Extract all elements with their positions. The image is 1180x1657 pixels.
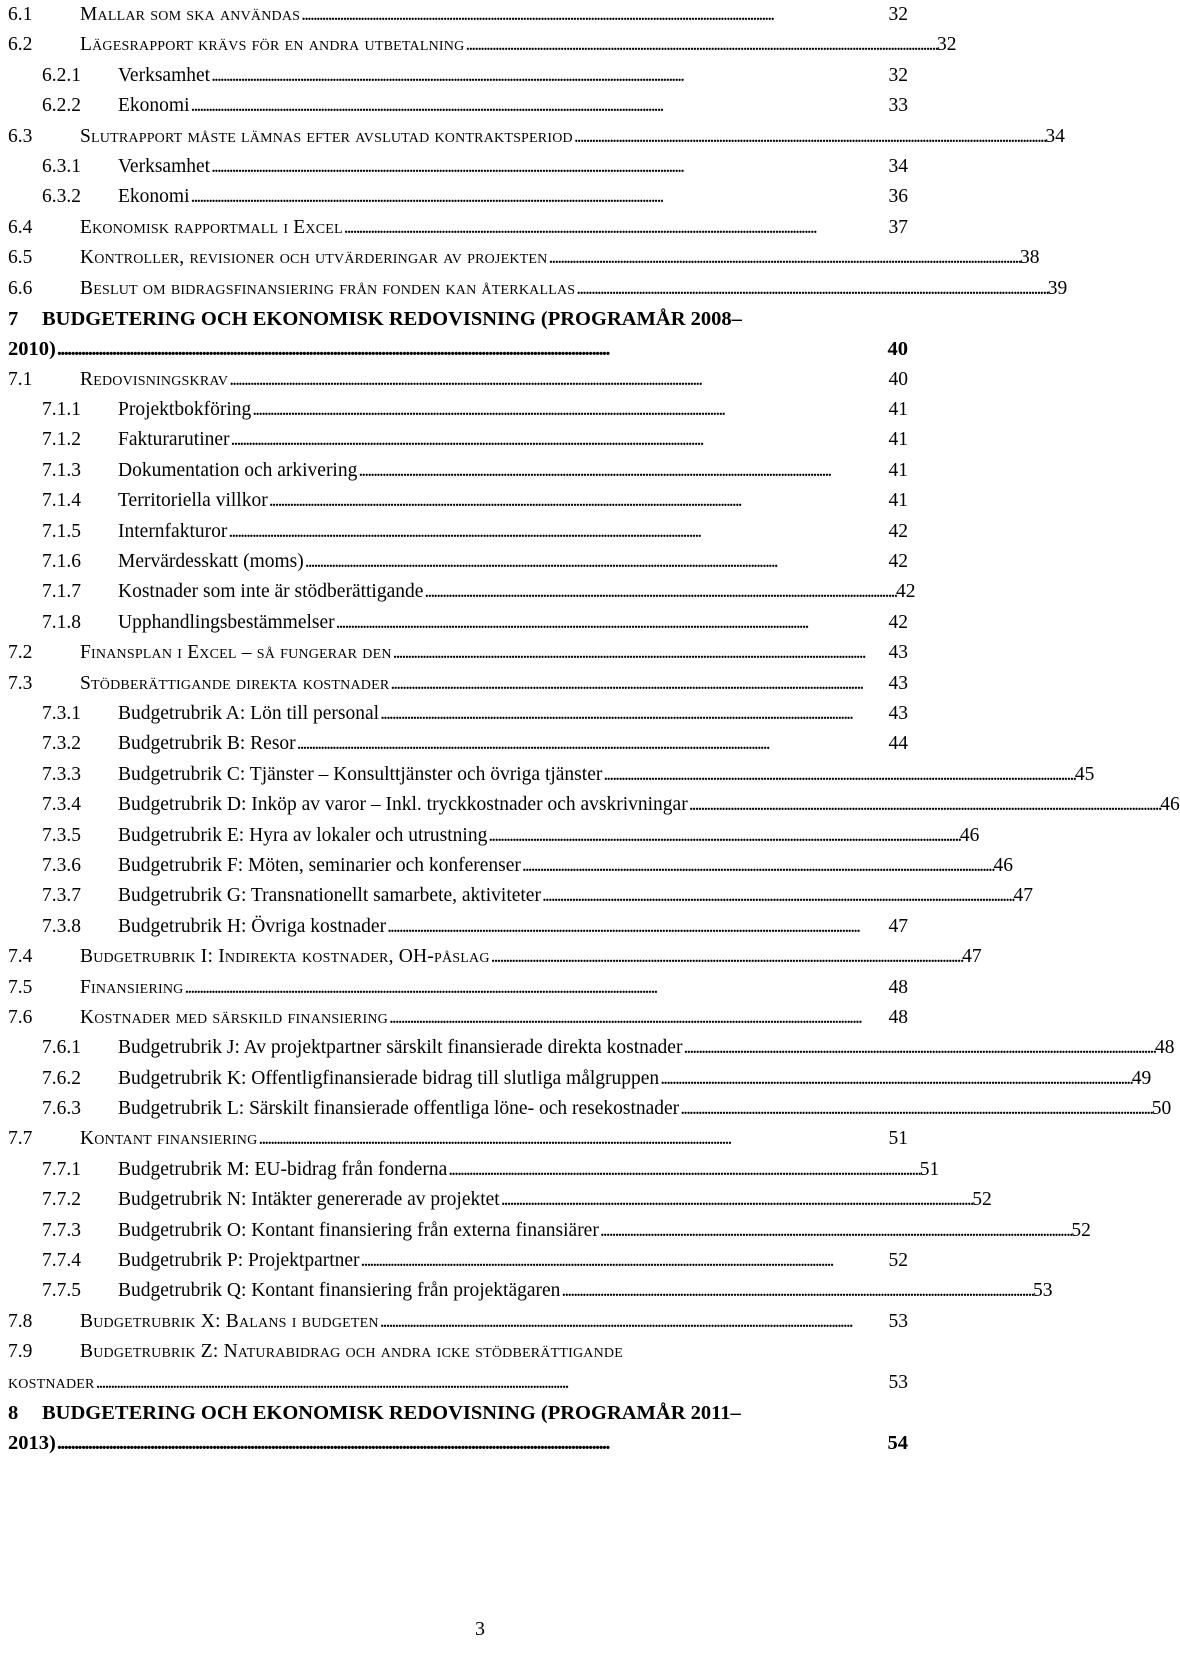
toc-entry-page: 51 (888, 1128, 908, 1150)
toc-entry[interactable] (8, 395, 908, 425)
toc-entry-page: 41 (888, 429, 908, 451)
toc-entry-number: 7.3.5 (42, 824, 81, 846)
toc-entry-number: 7.3.3 (42, 763, 81, 785)
dot-leader (424, 577, 895, 607)
dot-leader (96, 1368, 888, 1398)
toc-entry-title: Budgetrubrik D: Inköp av varor – Inkl. tryckkostnader och avskrivningar (118, 794, 688, 816)
toc-entry-number: 7.6 (8, 1006, 33, 1028)
toc-entry-page: 42 (895, 581, 916, 603)
toc-entry-title: Lägesrapport krävs för en andra utbetalning (80, 34, 465, 56)
toc-entry-number: 7.9 (8, 1341, 33, 1363)
toc-entry-number: 7.3.6 (42, 854, 81, 876)
toc-entry-title: Budgetrubrik A: Lön till personal (118, 702, 380, 724)
toc-entry[interactable] (8, 61, 908, 91)
dot-leader (228, 517, 887, 547)
dot-leader (561, 1276, 1032, 1306)
toc-entry[interactable] (8, 577, 916, 607)
dot-leader (191, 91, 888, 121)
dot-leader (57, 334, 887, 364)
toc-entry[interactable] (8, 942, 982, 972)
toc-entry-page: 41 (888, 399, 908, 421)
toc-entry-title: Budgetrubrik P: Projektpartner (118, 1250, 360, 1272)
toc-entry[interactable] (8, 425, 908, 455)
toc-entry[interactable] (8, 182, 908, 212)
toc-entry-page: 39 (1047, 277, 1068, 299)
dot-leader (522, 851, 993, 881)
toc-entry[interactable] (8, 1246, 908, 1276)
toc-entry[interactable] (8, 821, 980, 851)
toc-entry[interactable] (8, 729, 908, 759)
toc-entry-page: 36 (888, 186, 908, 208)
dot-leader (603, 760, 1074, 790)
toc-entry-page: 43 (888, 702, 908, 724)
toc-entry-page: 45 (1074, 763, 1095, 785)
toc-entry-page: 43 (888, 672, 908, 694)
dot-leader (358, 456, 887, 486)
dot-leader (229, 365, 887, 395)
toc-entry-number: 7.3 (8, 672, 33, 694)
toc-entry[interactable] (8, 1276, 1053, 1306)
toc-entry[interactable] (8, 1064, 1152, 1094)
toc-entry-title: Verksamhet (118, 155, 211, 177)
toc-entry-number: 7.8 (8, 1310, 33, 1332)
toc-entry-page: 54 (887, 1432, 908, 1455)
toc-entry-number: 7.7.2 (42, 1189, 81, 1211)
toc-entry-title: Mallar som ska användas (80, 4, 301, 25)
toc-entry[interactable] (8, 1094, 1172, 1124)
toc-entry-title: Budgetrubrik B: Resor (118, 733, 296, 755)
toc-entry-page: 34 (888, 155, 908, 177)
toc-entry-title: Budgetrubrik Z: Naturabidrag och andra icke stödberättigande (80, 1341, 623, 1363)
toc-entry-page: 41 (888, 490, 908, 512)
toc-entry[interactable] (8, 1033, 1175, 1063)
toc-entry-page: 40 (887, 338, 908, 361)
toc-entry-number: 6.5 (8, 247, 33, 269)
toc-entry-number: 6.2 (8, 34, 33, 56)
toc-entry-number: 7.1.6 (42, 551, 81, 573)
toc-entry[interactable] (8, 1216, 1091, 1246)
toc-entry-number: 7.1.3 (42, 459, 81, 481)
toc-entry-title: Internfakturor (118, 520, 228, 542)
toc-entry-number: 6.1 (8, 4, 33, 25)
toc-entry-page: 53 (888, 1310, 908, 1332)
toc-entry-number: 7.7.4 (42, 1250, 81, 1272)
dot-leader (393, 638, 888, 668)
toc-entry[interactable] (8, 669, 908, 699)
toc-entry-title-continued: kostnader (8, 1371, 95, 1393)
dot-leader (301, 0, 887, 30)
toc-entry-number: 7.4 (8, 946, 33, 968)
toc-entry-number: 7.6.2 (42, 1067, 81, 1089)
dot-leader (465, 30, 936, 60)
toc-entry-title: Budgetrubrik F: Möten, seminarier och konferenser (118, 854, 521, 876)
toc-entry-number: 7.7.5 (42, 1280, 81, 1302)
toc-entry-number: 7.1.7 (42, 581, 81, 603)
toc-entry-title: Kostnader med särskild finansiering (80, 1006, 388, 1028)
toc-entry-title: Budgetrubrik C: Tjänster – Konsulttjänster och övriga tjänster (118, 763, 603, 785)
toc-entry-number: 7.7 (8, 1128, 33, 1150)
toc-entry-title: Beslut om bidragsfinansiering från fonden kan återkallas (80, 277, 576, 299)
dot-leader (336, 608, 888, 638)
toc-entry-page: 46 (993, 854, 1013, 876)
toc-entry-title: Kostnader som inte är stödberättigande (118, 581, 424, 603)
dot-leader (576, 274, 1047, 304)
dot-leader (361, 1246, 888, 1276)
toc-entry-continuation[interactable] (8, 334, 908, 364)
dot-leader (57, 1428, 887, 1458)
toc-entry-page: 52 (888, 1250, 908, 1272)
toc-entry-number: 7.1 (8, 368, 33, 390)
toc-entry[interactable] (8, 243, 1040, 273)
dot-leader (660, 1064, 1131, 1094)
toc-entry-page: 47 (962, 946, 982, 968)
toc-entry[interactable] (8, 486, 908, 516)
toc-entry-page: 46 (959, 824, 980, 846)
dot-leader (269, 486, 888, 516)
toc-entry[interactable] (8, 517, 908, 547)
dot-leader (574, 122, 1045, 152)
toc-entry-continuation[interactable] (8, 1368, 908, 1398)
toc-entry[interactable] (8, 881, 1033, 911)
toc-entry-number: 7.1.4 (42, 490, 81, 512)
dot-leader (305, 547, 888, 577)
dot-leader (548, 243, 1019, 273)
toc-entry-title: Dokumentation och arkivering (118, 459, 358, 481)
toc-entry[interactable] (8, 1155, 940, 1185)
toc-entry-title: Kontroller, revisioner och utvärderingar av projekten (80, 247, 548, 269)
toc-entry-title: Budgetrubrik L: Särskilt finansierade offentliga löne- och resekostnader (118, 1098, 680, 1120)
toc-entry[interactable] (8, 699, 908, 729)
dot-leader (387, 912, 887, 942)
toc-entry[interactable] (8, 274, 1068, 304)
dot-leader (390, 669, 887, 699)
dot-leader (231, 425, 888, 455)
toc-entry-number: 7.6.3 (42, 1098, 81, 1120)
dot-leader (448, 1155, 919, 1185)
toc-entry-page: 52 (1071, 1219, 1091, 1241)
toc-entry-page: 42 (888, 551, 908, 573)
toc-entry-page: 48 (888, 1006, 908, 1028)
toc-entry-number: 6.3.1 (42, 155, 81, 177)
toc-entry-title: Budgetrubrik O: Kontant finansiering från externa finansiärer (118, 1219, 599, 1241)
toc-entry[interactable] (8, 91, 908, 121)
dot-leader (600, 1216, 1071, 1246)
toc-entry[interactable] (8, 213, 908, 243)
dot-leader (297, 729, 888, 759)
toc-entry[interactable] (8, 365, 908, 395)
toc-entry[interactable] (8, 152, 908, 182)
toc-entry-title: Upphandlingsbestämmelser (118, 611, 335, 633)
toc-entry-number: 7.2 (8, 642, 33, 664)
toc-entry-number: 7.1.5 (42, 520, 81, 542)
toc-entry-page: 43 (888, 642, 908, 664)
toc-entry-number: 7.7.1 (42, 1158, 81, 1180)
toc-entry[interactable] (8, 456, 908, 486)
toc-entry[interactable] (8, 760, 1095, 790)
toc-entry[interactable] (8, 1124, 908, 1154)
dot-leader (211, 152, 887, 182)
toc-entry-page: 42 (888, 611, 908, 633)
toc-entry-page: 48 (888, 976, 908, 998)
toc-entry[interactable] (8, 30, 957, 60)
toc-entry-title-continued: 2013) (8, 1432, 56, 1455)
toc-entry-number: 6.4 (8, 216, 33, 238)
toc-entry-title: Finansiering (80, 976, 184, 998)
toc-entry-number: 7.1.8 (42, 611, 81, 633)
toc-entry[interactable] (8, 1307, 908, 1337)
toc-entry[interactable] (8, 608, 908, 638)
toc-entry-title: Budgetrubrik K: Offentligfinansierade bidrag till slutliga målgruppen (118, 1067, 660, 1089)
toc-entry[interactable] (8, 0, 908, 30)
toc-entry-number: 7.3.4 (42, 794, 81, 816)
toc-entry[interactable] (8, 790, 1180, 820)
toc-entry-page: 44 (888, 733, 908, 755)
toc-entry-number: 7.7.3 (42, 1219, 81, 1241)
toc-entry[interactable] (8, 1398, 908, 1428)
toc-entry-page: 32 (936, 34, 957, 56)
dot-leader (389, 1003, 888, 1033)
toc-entry-number: 7.1.1 (42, 399, 81, 421)
toc-entry-page: 37 (888, 216, 908, 238)
toc-entry-number: 6.3 (8, 125, 33, 147)
toc-entry-title: Budgetrubrik E: Hyra av lokaler och utrustning (118, 824, 488, 846)
toc-entry-title: Redovisningskrav (80, 368, 229, 390)
toc-entry-page: 33 (888, 95, 908, 117)
toc-entry-title: Budgetrubrik X: Balans i budgeten (80, 1310, 379, 1332)
toc-entry-title: Ekonomi (118, 186, 190, 208)
toc-entry[interactable] (8, 851, 1013, 881)
dot-leader (683, 1033, 1154, 1063)
dot-leader (380, 1307, 888, 1337)
toc-entry-page: 51 (919, 1158, 940, 1180)
toc-entry-title: Budgetrubrik Q: Kontant finansiering från projektägaren (118, 1280, 561, 1302)
toc-entry-title: Budgetrubrik M: EU-bidrag från fonderna (118, 1158, 448, 1180)
toc-entry-title-continued: 2010) (8, 338, 56, 361)
toc-entry-page: 46 (1160, 794, 1180, 816)
toc-entry-page: 49 (1131, 1067, 1152, 1089)
toc-entry-title: BUDGETERING OCH EKONOMISK REDOVISNING (PROGRAMÅR 2011– (42, 1401, 741, 1424)
toc-entry-number: 7.5 (8, 976, 33, 998)
toc-entry-title: Territoriella villkor (118, 490, 268, 512)
toc-entry[interactable] (8, 912, 908, 942)
toc-entry-title: Slutrapport måste lämnas efter avslutad kontraktsperiod (80, 125, 573, 147)
toc-entry-page: 52 (972, 1189, 992, 1211)
toc-entry-number: 7 (8, 307, 19, 330)
dot-leader (491, 942, 962, 972)
dot-leader (184, 973, 887, 1003)
toc-entry-title: Kontant finansiering (80, 1128, 258, 1150)
dot-leader (211, 61, 887, 91)
toc-entry-title: Finansplan i Excel – så fungerar den (80, 642, 392, 664)
toc-entry-title: Budgetrubrik J: Av projektpartner särskilt finansierade direkta kostnader (118, 1037, 683, 1059)
toc-entry-page: 41 (888, 459, 908, 481)
toc-entry-page: 53 (888, 1371, 908, 1393)
toc-entry-page: 32 (888, 4, 908, 25)
table-of-contents (8, 0, 1180, 1459)
toc-entry-page: 53 (1032, 1280, 1053, 1302)
toc-entry-number: 8 (8, 1401, 19, 1424)
toc-entry-page: 42 (888, 520, 908, 542)
toc-entry-title: Fakturarutiner (118, 429, 230, 451)
toc-entry-title: Budgetrubrik N: Intäkter genererade av projektet (118, 1189, 500, 1211)
toc-entry-page: 32 (888, 64, 908, 86)
toc-entry-title: Budgetrubrik H: Övriga kostnader (118, 915, 387, 937)
dot-leader (258, 1124, 887, 1154)
toc-entry-number: 7.3.2 (42, 733, 81, 755)
toc-entry[interactable] (8, 1003, 908, 1033)
toc-entry-page: 47 (888, 915, 908, 937)
toc-entry[interactable] (8, 973, 908, 1003)
toc-entry-number: 6.6 (8, 277, 33, 299)
page-number: 3 (475, 1618, 485, 1640)
dot-leader (380, 699, 887, 729)
toc-entry-page: 48 (1154, 1037, 1175, 1059)
toc-entry-page: 34 (1045, 125, 1065, 147)
dot-leader (689, 790, 1160, 820)
toc-entry-title: BUDGETERING OCH EKONOMISK REDOVISNING (PROGRAMÅR 2008– (42, 307, 742, 330)
dot-leader (252, 395, 887, 425)
dot-leader (488, 821, 959, 851)
toc-entry-number: 7.1.2 (42, 429, 81, 451)
toc-entry-title: Ekonomi (118, 95, 190, 117)
toc-entry-title: Stödberättigande direkta kostnader (80, 672, 390, 694)
dot-leader (542, 881, 1013, 911)
toc-entry-title: Projektbokföring (118, 399, 252, 421)
toc-entry-number: 6.3.2 (42, 186, 81, 208)
toc-entry-title: Mervärdesskatt (moms) (118, 551, 304, 573)
toc-entry-page: 50 (1151, 1098, 1172, 1120)
toc-entry-number: 6.2.1 (42, 64, 81, 86)
dot-leader (680, 1094, 1151, 1124)
toc-entry-number: 7.3.7 (42, 885, 81, 907)
toc-entry-title: Ekonomisk rapportmall i Excel (80, 216, 343, 238)
toc-entry-number: 7.3.8 (42, 915, 81, 937)
toc-entry-page: 38 (1019, 247, 1040, 269)
dot-leader (191, 182, 888, 212)
toc-entry-page: 40 (888, 368, 908, 390)
toc-entry-number: 6.2.2 (42, 95, 81, 117)
toc-entry[interactable] (8, 1185, 992, 1215)
toc-entry-number: 7.6.1 (42, 1037, 81, 1059)
toc-entry-title: Verksamhet (118, 64, 211, 86)
toc-entry-title: Budgetrubrik I: Indirekta kostnader, OH-påslag (80, 946, 490, 968)
toc-entry-title: Budgetrubrik G: Transnationellt samarbete, aktiviteter (118, 885, 541, 907)
toc-entry[interactable] (8, 547, 908, 577)
toc-entry[interactable] (8, 1337, 908, 1367)
toc-entry-continuation[interactable] (8, 1428, 908, 1458)
toc-entry-page: 47 (1013, 885, 1033, 907)
toc-entry[interactable] (8, 304, 908, 334)
toc-entry[interactable] (8, 638, 908, 668)
toc-entry[interactable] (8, 122, 1065, 152)
dot-leader (344, 213, 888, 243)
toc-entry-number: 7.3.1 (42, 702, 81, 724)
dot-leader (501, 1185, 972, 1215)
